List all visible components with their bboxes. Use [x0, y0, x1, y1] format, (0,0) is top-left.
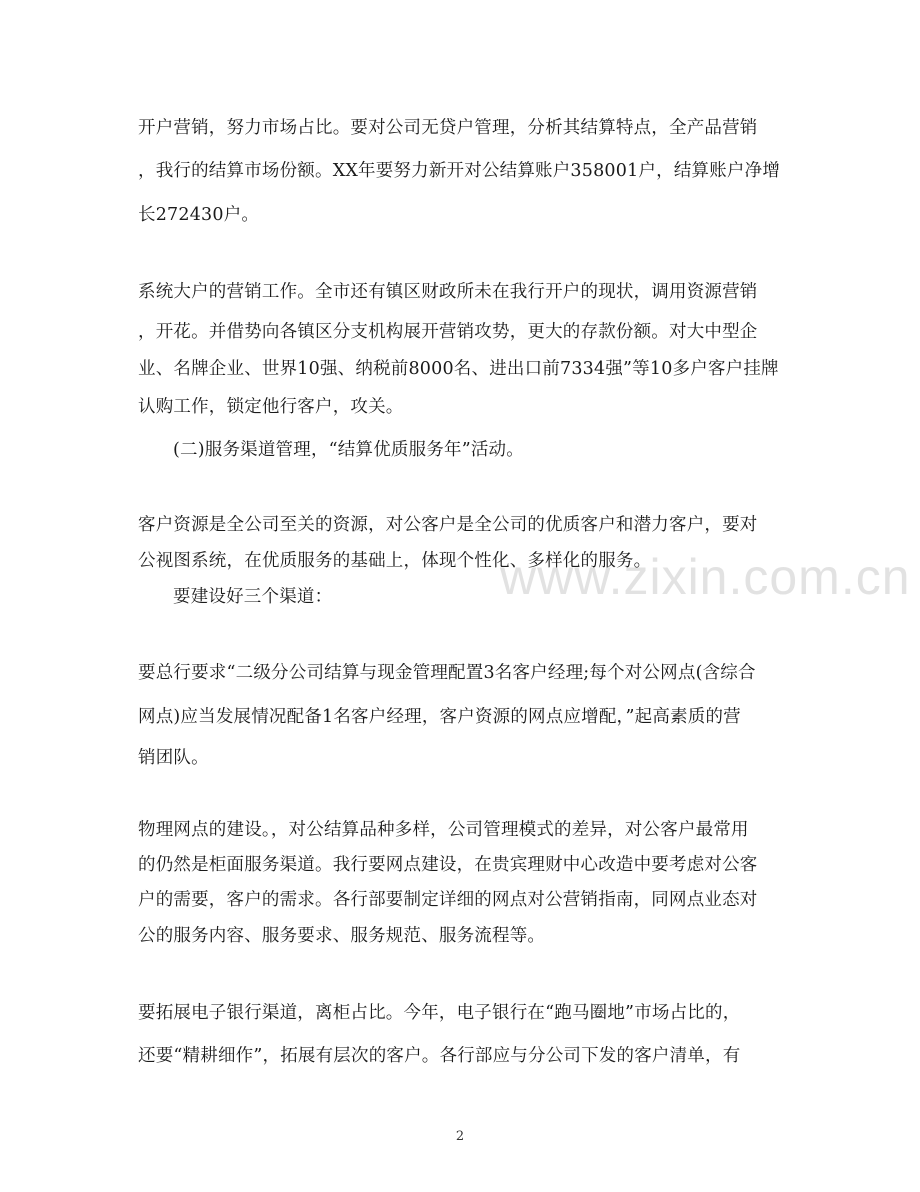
text-line: 网点)应当发展情况配备1名客户经理，客户资源的网点应增配，”起高素质的营: [138, 707, 741, 727]
section-heading: (二)服务渠道管理，“结算优质服务年”活动。: [173, 440, 524, 460]
text-line: 认购工作，锁定他行客户，攻关。: [138, 397, 404, 417]
watermark: www.zixin.com.cn: [500, 549, 911, 605]
text-line: 物理网点的建设。，对公结算品种多样，公司管理模式的差异，对公客户最常用: [138, 820, 749, 840]
text-line: 销团队。: [138, 748, 209, 768]
text-line: 公视图系统，在优质服务的基础上，体现个性化、多样化的服务。: [138, 551, 652, 571]
text-line: ，开花。并借势向各镇区分支机构展开营销攻势，更大的存款份额。对大中型企: [138, 322, 758, 342]
text-line: ，我行的结算市场份额。XX年要努力新开对公结算账户358001户，结算账户净增: [138, 161, 781, 181]
text-line: 要建设好三个渠道：: [173, 587, 333, 607]
text-line: 开户营销，努力市场占比。要对公司无贷户管理，分析其结算特点，全产品营销: [138, 118, 758, 138]
text-line: 的仍然是柜面服务渠道。我行要网点建设，在贵宾理财中心改造中要考虑对公客: [138, 855, 758, 875]
text-line: 要拓展电子银行渠道，离柜占比。今年，电子银行在“跑马圈地”市场占比的，: [138, 1003, 741, 1023]
text-line: 业、名牌企业、世界10强、纳税前8000名、进出口前7334强”等10多户客户挂牌: [138, 359, 779, 379]
text-line: 要总行要求“二级分公司结算与现金管理配置3名客户经理;每个对公网点(含综合: [138, 663, 756, 683]
text-line: 长272430户。: [138, 205, 260, 225]
page-number: 2: [455, 1129, 465, 1144]
text-line: 客户资源是全公司至关的资源，对公客户是全公司的优质客户和潜力客户，要对: [138, 515, 758, 535]
text-line: 户的需要，客户的需求。各行部要制定详细的网点对公营销指南，同网点业态对: [138, 890, 758, 910]
text-line: 还要“精耕细作”，拓展有层次的客户。各行部应与分公司下发的客户清单，有: [138, 1046, 741, 1066]
text-line: 公的服务内容、服务要求、服务规范、服务流程等。: [138, 926, 546, 946]
text-line: 系统大户的营销工作。全市还有镇区财政所未在我行开户的现状，调用资源营销: [138, 282, 758, 302]
